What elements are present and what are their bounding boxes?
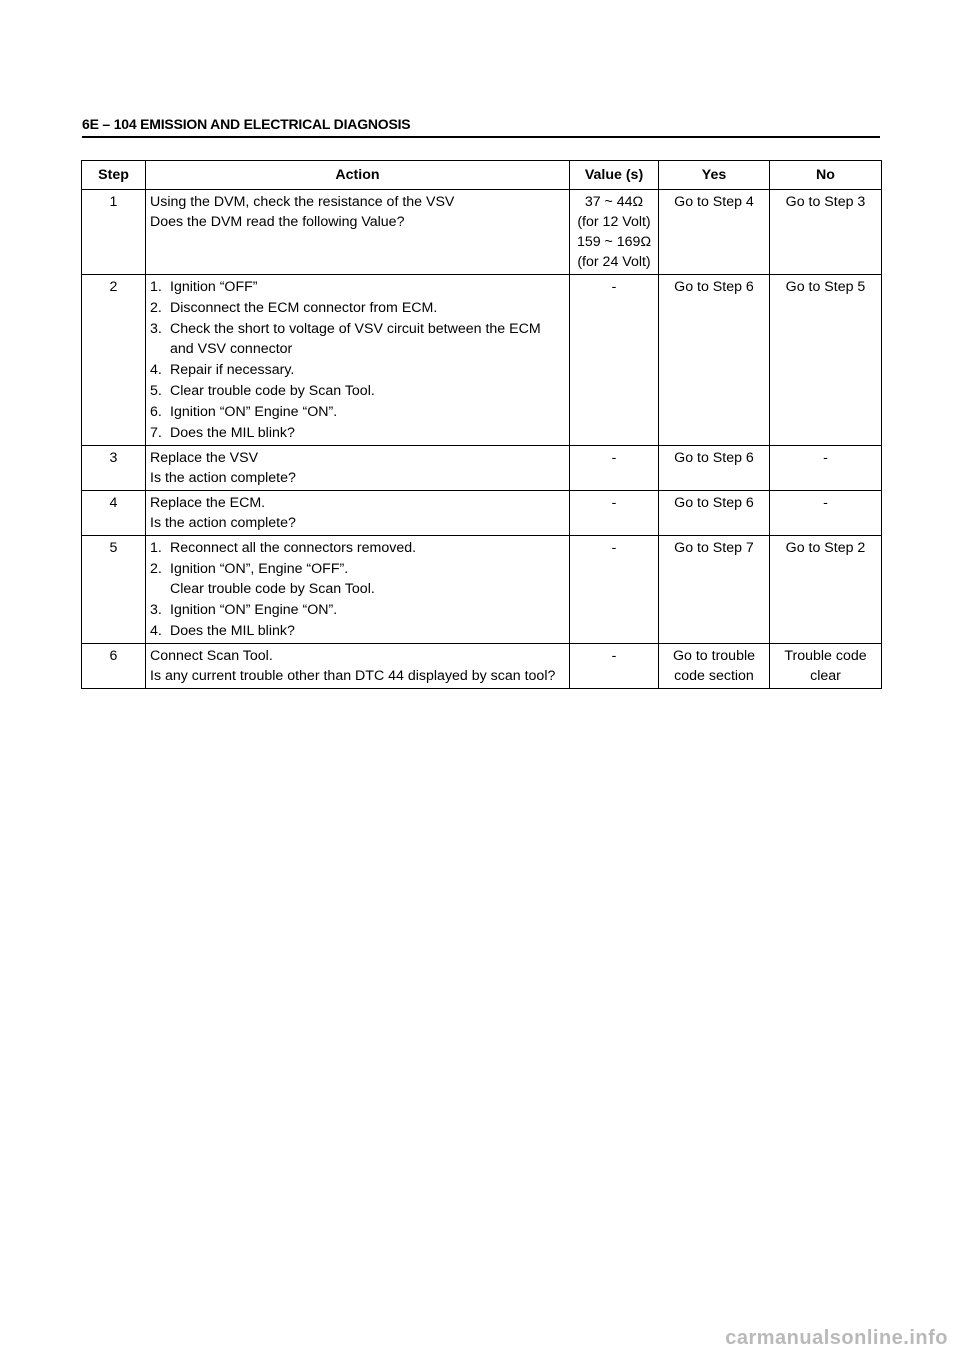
item-number: 1. [150,279,162,295]
no-cell [770,644,882,689]
action-text: Does the DVM read the following Value? [150,214,405,230]
table-row [82,190,882,275]
value-text: 37 ~ 44Ω [584,194,644,210]
step-cell: 3 [82,446,146,491]
action-text: Using the DVM, check the resistance of the VSV [150,194,455,210]
item-text: Does the MIL blink? [170,425,295,441]
item-number: 4. [150,362,162,378]
column-header-action: Action [146,161,570,190]
action-text: Is the action complete? [150,515,296,531]
item-text: Ignition “ON” Engine “ON”. [170,404,338,420]
action-cell [146,644,570,689]
value-text: 159 ~ 169Ω [576,234,652,250]
list-item [150,423,565,443]
list-item [150,600,565,620]
action-text: Connect Scan Tool. [150,648,273,664]
no-text: Trouble code [784,648,867,664]
action-cell [146,536,570,644]
value-text: (for 12 Volt) [577,214,651,230]
column-header-step: Step [82,161,146,190]
column-header-yes: Yes [659,161,770,190]
table-header-row [82,161,882,190]
item-number: 6. [150,404,162,420]
no-cell: Go to Step 2 [770,536,882,644]
site-watermark: carmanualsonline.info [725,1327,948,1349]
no-cell: - [770,491,882,536]
action-cell [146,190,570,275]
item-number: 1. [150,540,162,556]
action-cell [146,491,570,536]
yes-cell [659,644,770,689]
item-text: Ignition “ON” Engine “ON”. [170,602,338,618]
value-cell: - [570,446,659,491]
table-row [82,491,882,536]
diagnosis-table [81,160,882,689]
item-text: Repair if necessary. [170,362,295,378]
step-cell: 5 [82,536,146,644]
item-text: Ignition “OFF” [170,279,258,295]
yes-cell: Go to Step 6 [659,275,770,446]
value-text: (for 24 Volt) [577,254,651,270]
action-list [150,277,565,443]
column-header-no: No [770,161,882,190]
column-header-value: Value (s) [570,161,659,190]
item-number: 2. [150,561,162,577]
item-text: Clear trouble code by Scan Tool. [170,383,375,399]
action-list [150,538,565,641]
item-text: Disconnect the ECM connector from ECM. [170,300,438,316]
list-item [150,319,565,359]
step-cell: 6 [82,644,146,689]
step-cell: 1 [82,190,146,275]
item-number: 7. [150,425,162,441]
yes-cell: Go to Step 6 [659,491,770,536]
item-text: Clear trouble code by Scan Tool. [170,581,375,597]
action-cell [146,446,570,491]
no-cell: - [770,446,882,491]
table-row [82,446,882,491]
item-number: 4. [150,623,162,639]
item-number: 3. [150,602,162,618]
value-cell: - [570,644,659,689]
item-number: 5. [150,383,162,399]
step-cell: 2 [82,275,146,446]
item-text: Check the short to voltage of VSV circuit between the ECM and VSV connector [170,321,541,357]
action-text: Is the action complete? [150,470,296,486]
yes-cell: Go to Step 6 [659,446,770,491]
action-text: Is any current trouble other than DTC 44 displayed by scan tool? [150,668,556,684]
value-cell: - [570,275,659,446]
no-cell: Go to Step 5 [770,275,882,446]
item-text: Reconnect all the connectors removed. [170,540,417,556]
action-text: Replace the VSV [150,450,259,466]
value-cell: - [570,536,659,644]
item-text: Does the MIL blink? [170,623,295,639]
yes-cell: Go to Step 4 [659,190,770,275]
no-text: clear [810,668,841,684]
step-cell: 4 [82,491,146,536]
list-item [150,360,565,380]
list-item [150,381,565,401]
list-item [150,402,565,422]
action-text: Replace the ECM. [150,495,266,511]
item-text: Ignition “ON”, Engine “OFF”. [170,561,349,577]
value-cell [570,190,659,275]
item-number: 3. [150,321,162,337]
no-cell: Go to Step 3 [770,190,882,275]
table-row [82,275,882,446]
list-item [150,277,565,297]
table-row [82,644,882,689]
item-number: 2. [150,300,162,316]
action-cell [146,275,570,446]
yes-text: Go to trouble [672,648,756,664]
list-item [150,538,565,558]
yes-cell: Go to Step 7 [659,536,770,644]
list-item [150,559,565,599]
list-item [150,298,565,318]
yes-text: code section [674,668,754,684]
value-cell: - [570,491,659,536]
list-item [150,621,565,641]
table-row [82,536,882,644]
page-header: 6E – 104 EMISSION AND ELECTRICAL DIAGNOSIS [82,116,880,138]
